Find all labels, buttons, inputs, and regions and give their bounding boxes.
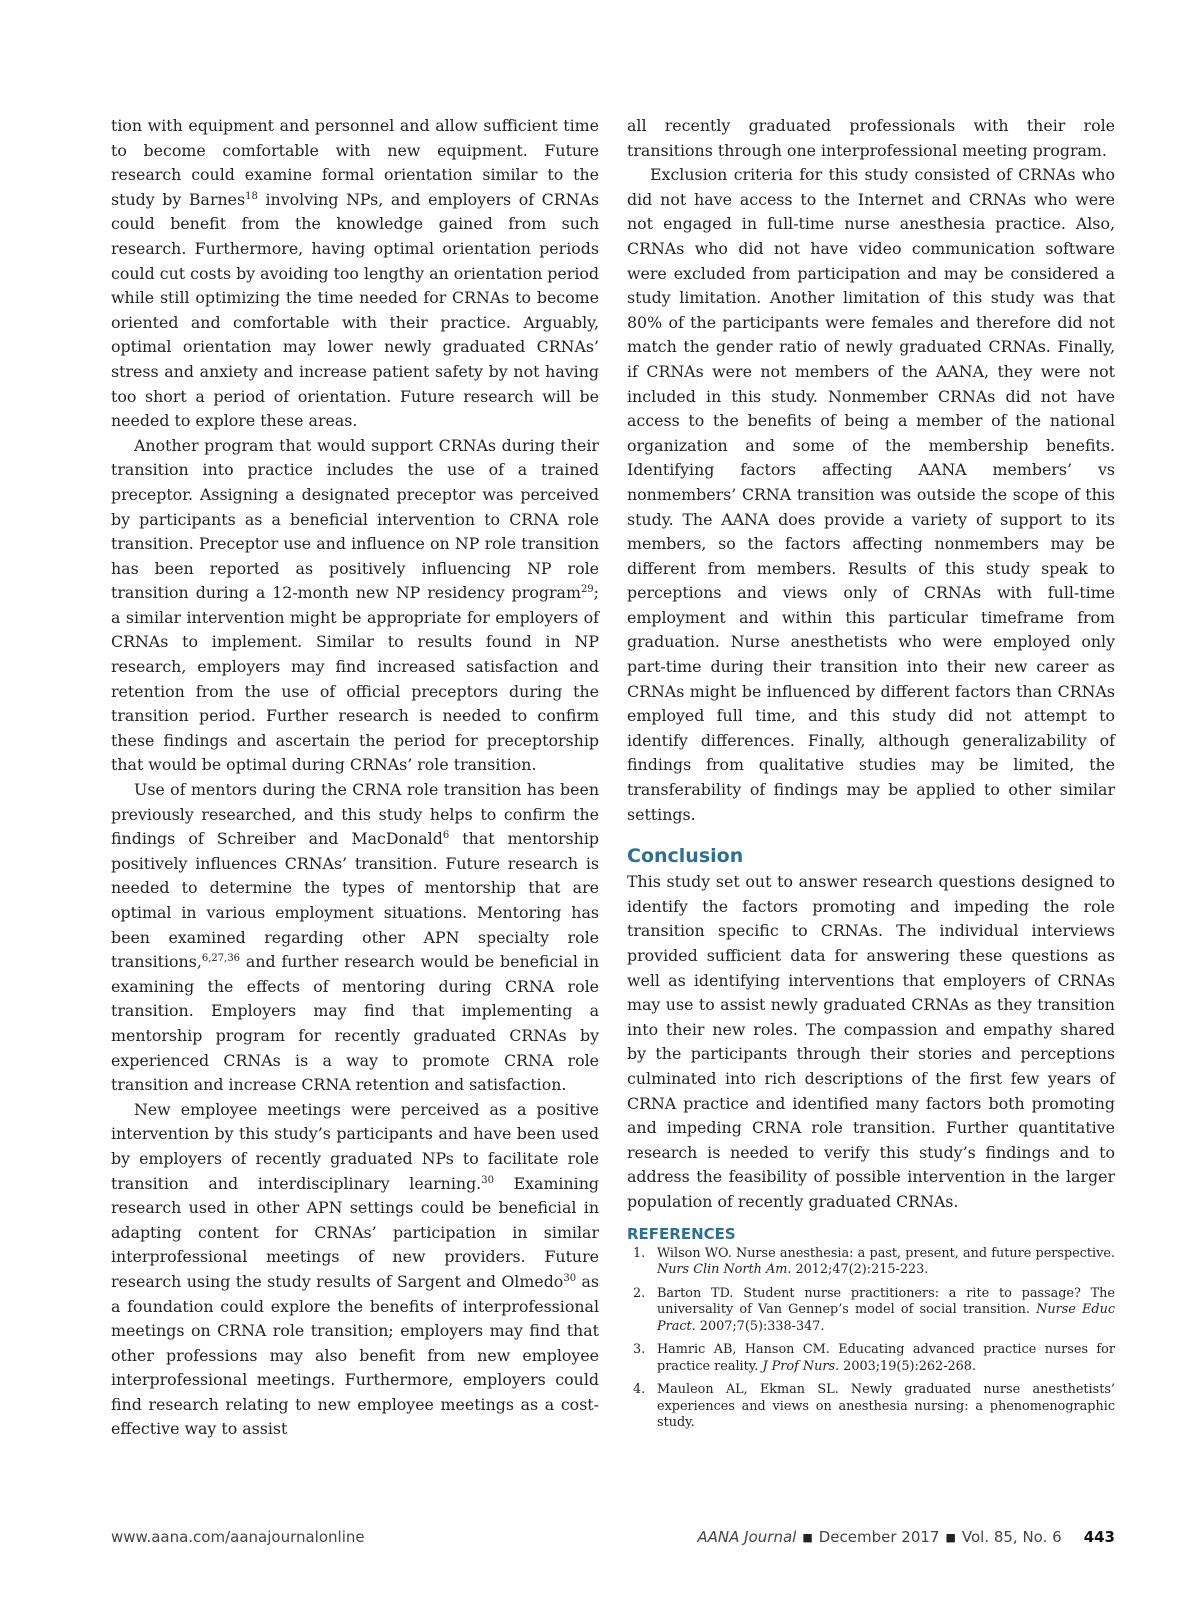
body-paragraph bbox=[111, 434, 599, 778]
reference-text: Wilson WO. Nurse anesthesia: a past, present, and future perspective. bbox=[657, 1245, 1115, 1261]
references-heading: REFERENCES bbox=[627, 1224, 736, 1243]
reference-text: Mauleon AL, Ekman SL. Newly graduated nurse anesthetists’ experiences and views on anesthesia nursing: a phenomenographic study. bbox=[657, 1382, 1115, 1431]
citation-superscript: 29 bbox=[580, 584, 594, 596]
reference-number: 3. bbox=[633, 1342, 646, 1358]
paragraph-text: Use of mentors during the CRNA role transition has been previously researched, and this study helps to confirm the findings of Schreiber and MacDonald bbox=[111, 780, 599, 849]
reference-text: Barton TD. Student nurse practitioners: a rite to passage? The universality of Van Gennep’s model of social transition. bbox=[657, 1285, 1115, 1318]
reference-details: 2012;47(2):215-223. bbox=[791, 1262, 929, 1278]
body-paragraph: all recently graduated professionals with their role transitions through one interprofessional meeting program. bbox=[627, 116, 1115, 160]
reference-journal: Nurs Clin North Am. bbox=[657, 1262, 792, 1278]
citation-superscript: 6 bbox=[442, 830, 450, 842]
reference-journal: J Prof Nurs. bbox=[762, 1358, 840, 1374]
volume-issue: Vol. 85, No. 6 bbox=[961, 1528, 1062, 1546]
paragraph-text: ; a similar intervention might be appropriate for employers of CRNAs to implement. Similar to results found in NP research, employers may find increased satisfaction and retention from the use of official preceptors during the transition period. Further research is needed to confirm these findings and ascertain the period for preceptorship that would be optimal during CRNAs’ role transition. bbox=[111, 583, 599, 775]
conclusion-heading: Conclusion bbox=[627, 845, 744, 868]
reference-item bbox=[627, 1286, 1115, 1336]
reference-item bbox=[627, 1342, 1115, 1375]
reference-number: 4. bbox=[633, 1382, 646, 1398]
paragraph-text: that mentorship positively influences CRNAs’ transition. Future research is needed to determine the types of mentorship that are optimal in various employment situations. Mentoring has been examined regarding other APN specialty role transitions, bbox=[111, 829, 600, 972]
journal-name: AANA Journal bbox=[697, 1528, 797, 1546]
body-paragraph: Exclusion criteria for this study consisted of CRNAs who did not have access to the Internet and CRNAs who were not engaged in full-time nurse anesthesia practice. Also, CRNAs who did not have video communication software were excluded from participation and may be considered a study limitation. Another limitation of this study was that 80% of the participants were females and therefore did not match the gender ratio of newly graduated CRNAs. Finally, if CRNAs were not members of the AANA, they were not included in this study. Nonmember CRNAs did not have access to the benefits of being a member of the national organization and some of the membership benefits. Identifying factors affecting AANA members’ vs nonmembers’ CRNA transition was outside the scope of this study. The AANA does provide a variety of support to its members, so the factors affecting nonmembers may be different from members. Results of this study speak to perceptions and views only of CRNAs with full-time employment and within this particular timeframe from graduation. Nurse anesthetists who were employed only part-time during their transition into their new career as CRNAs might be influenced by different factors than CRNAs employed full time, and this study did not attempt to identify differences. Finally, although generalizability of findings from qualitative studies may be limited, the transferability of findings may be applied to other similar settings. bbox=[627, 165, 1115, 824]
citation-superscript: 30 bbox=[563, 1272, 577, 1284]
citation-superscript: 30 bbox=[481, 1174, 494, 1186]
paragraph-text: Examining research used in other APN settings could be beneficial in adapting content for CRNAs’ participation in similar interprofessional meetings of new providers. Future research using the study results of Sargent and Olmedo bbox=[111, 1173, 599, 1291]
right-column bbox=[627, 114, 1115, 1439]
left-column bbox=[111, 114, 599, 1442]
page-number: 443 bbox=[1083, 1528, 1115, 1546]
reference-item bbox=[627, 1382, 1115, 1432]
reference-list bbox=[627, 1246, 1115, 1432]
separator-square-icon: ■ bbox=[945, 1531, 956, 1544]
reference-details: 2007;7(5):338-347. bbox=[695, 1318, 825, 1334]
reference-item bbox=[627, 1246, 1115, 1279]
journal-url-link[interactable]: www.aana.com/aanajournalonline bbox=[111, 1528, 365, 1546]
citation-superscript: 18 bbox=[245, 190, 258, 202]
reference-number: 2. bbox=[633, 1285, 646, 1301]
paragraph-text: New employee meetings were perceived as a positive intervention by this study’s participants and have been used by employers of recently graduated NPs to facilitate role transition and interdisciplinary learning. bbox=[111, 1099, 599, 1193]
paragraph-text: and further research would be beneficial in examining the effects of mentoring during CRNA role transition. Employers may find that implementing a mentorship program for recently graduated CRNAs by experienced CRNAs is a way to promote CRNA role transition and increase CRNA retention and satisfaction. bbox=[111, 952, 599, 1095]
body-paragraph bbox=[111, 114, 599, 434]
reference-number: 1. bbox=[633, 1245, 646, 1261]
body-paragraph bbox=[111, 778, 599, 1098]
conclusion-paragraph: This study set out to answer research questions designed to identify the factors promoting and impeding the role transition specific to CRNAs. The individual interviews provided sufficient data for answering these questions as well as identifying interventions that employers of CRNAs may use to assist newly graduated CRNAs as they transition into their new roles. The compassion and empathy shared by the participants through their stories and perceptions culminated into rich descriptions of the first few years of CRNA practice and identified many factors both promoting and impeding CRNA role transition. Further quantitative research is needed to verify this study’s findings and to address the feasibility of possible intervention in the larger population of recently graduated CRNAs. bbox=[627, 872, 1115, 1211]
journal-citation bbox=[697, 1528, 1115, 1546]
citation-superscript: 6,27,36 bbox=[201, 953, 241, 965]
paragraph-text: Another program that would support CRNAs during their transition into practice includes the use of a trained preceptor. Assigning a designated preceptor was perceived by participants as a beneficial intervention to CRNA role transition. Preceptor use and influence on NP role transition has been reported as positively influencing NP role transition during a 12-month new NP residency program bbox=[111, 435, 599, 603]
separator-square-icon: ■ bbox=[802, 1531, 813, 1544]
body-paragraph bbox=[111, 1098, 599, 1442]
reference-journal: Nurse Educ Pract. bbox=[657, 1302, 1115, 1334]
paragraph-text: involving NPs, and employers of CRNAs could benefit from the knowledge gained from such research. Furthermore, having optimal orientation periods could cut costs by avoiding too lengthy an orientation period while still optimizing the time needed for CRNAs to become oriented and comfortable with their practice. Arguably, optimal orientation may lower newly graduated CRNAs’ stress and anxiety and increase patient safety by not having too short a period of orientation. Future research will be needed to explore these areas. bbox=[111, 189, 599, 431]
reference-details: 2003;19(5):262-268. bbox=[839, 1358, 977, 1374]
paragraph-text: as a foundation could explore the benefits of interprofessional meetings on CRNA role transition; employers may find that other professions may also benefit from new employee interprofessional meetings. Furthermore, employers could find research relating to new employee meetings as a cost-effective way to assist bbox=[111, 1271, 600, 1439]
issue-date: December 2017 bbox=[818, 1528, 940, 1546]
paragraph-text: tion with equipment and personnel and allow sufficient time to become comfortable with new equipment. Future research could examine formal orientation similar to the study by Barnes bbox=[111, 116, 599, 209]
reference-text: Hamric AB, Hanson CM. Educating advanced practice nurses for practice reality. bbox=[657, 1342, 1115, 1374]
page-footer bbox=[111, 1528, 1115, 1550]
